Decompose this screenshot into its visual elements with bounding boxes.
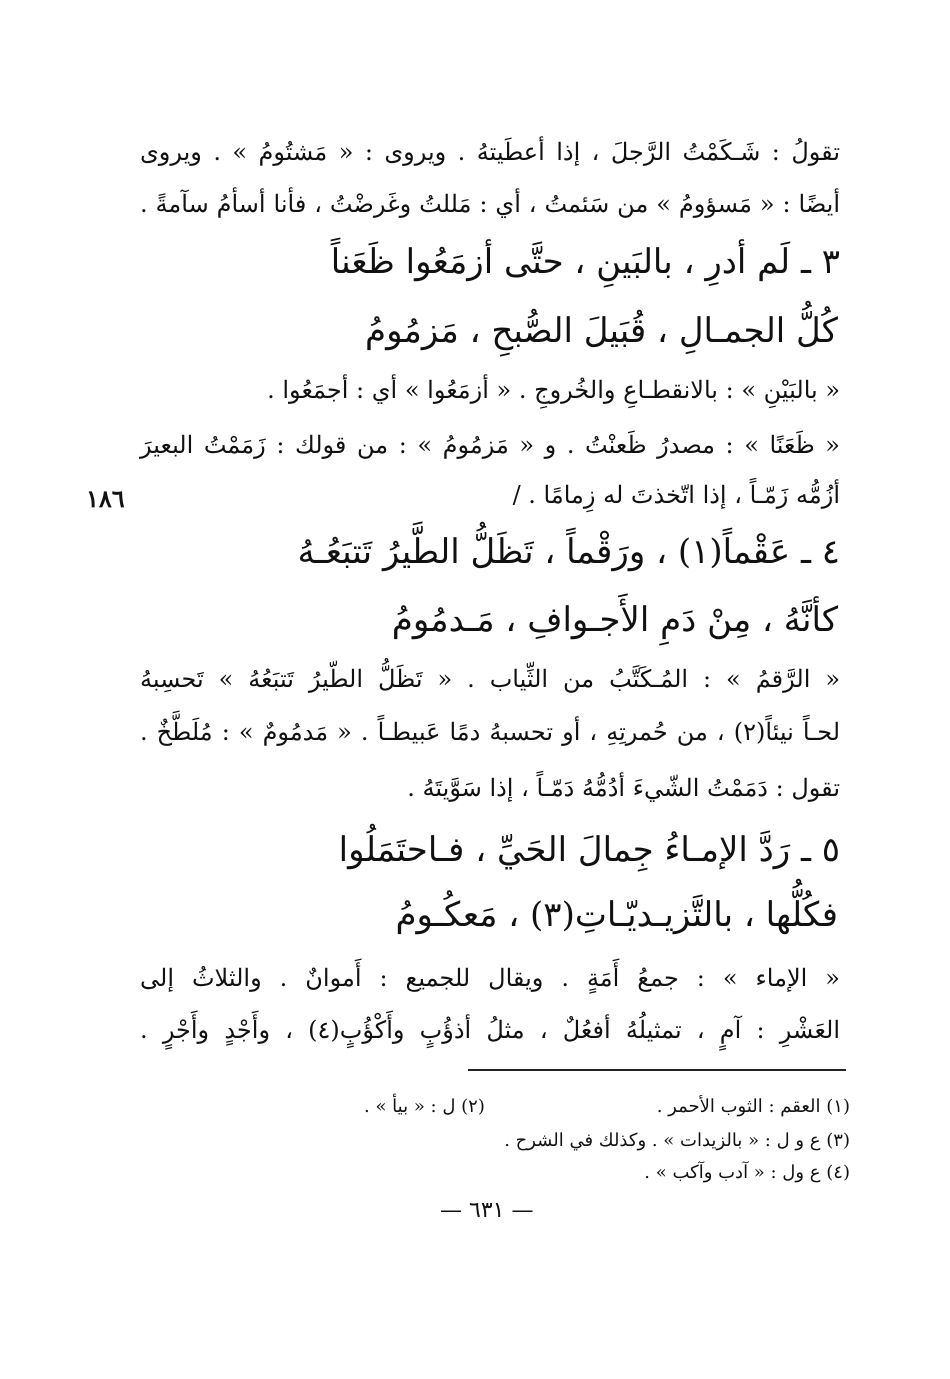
commentary-line: « بالبَيْنِ » : بالانقطـاعِ والخُروجِ . « أزمَعُوا » أي : أجمَعُوا . xyxy=(267,376,840,404)
commentary-line: أزُمُّه زَمّـاً ، إذا اتّخذتَ له زِمامًا . / xyxy=(512,481,840,509)
commentary-line: « الرَّقمُ » : المُـكَتَّبُ من الثِّياب . « تَظَلُّ الطّيرُ تَتبَعُهُ » تَحسِبهُ xyxy=(140,665,840,693)
verse-line: ٥ ـ رَدَّ الإمـاءُ جِمالَ الحَيِّ ، فـاحتَمَلُوا xyxy=(338,830,840,870)
page-number: — ٦٣١ — xyxy=(440,1198,534,1223)
verse-line: ٤ ـ عَقْماً(١) ، ورَقْماً ، تَظَلُّ الطَّيرُ تَتبَعُـهُ xyxy=(297,532,840,572)
footnote: (١) العقم : الثوب الأحمر . xyxy=(656,1096,850,1117)
footnote: (٢) ل : « بيأ » . xyxy=(364,1096,485,1117)
footnote-divider xyxy=(468,1069,846,1071)
verse-line: ٣ ـ لَم أدرِ ، بالبَينِ ، حتَّى أزمَعُوا ظَعَناً xyxy=(330,242,840,282)
commentary-line: « الإماء » : جمعُ أَمَةٍ . ويقال للجميع : أَموانٌ . والثلاثُ إلى xyxy=(140,964,840,992)
commentary-line: « ظَعَنًا » : مصدرُ ظَعنْتُ . و « مَزمُومُ » : من قولك : زَمَمْتُ البعيرَ xyxy=(140,431,840,459)
footnote: (٤) ع ول : « آدب وآكب » . xyxy=(644,1162,850,1183)
verse-line: كُلُّ الجمـالِ ، قُبَيلَ الصُّبحِ ، مَزمُومُ xyxy=(365,311,838,351)
verse-line: كأنَّهُ ، مِنْ دَمِ الأَجـوافِ ، مَـدمُومُ xyxy=(391,600,838,640)
commentary-line: أيضًا : « مَسؤومُ » من سَئمتُ ، أي : مَللتُ وغَرضْتُ ، فأنا أسأمُ سآمةً . xyxy=(140,190,840,218)
footnote: (٣) ع و ل : « بالزيدات » . وكذلك في الشرح . xyxy=(504,1130,850,1151)
commentary-line: لحـاً نيئاً(٢) ، من حُمرتِهِ ، أو تحسبهُ دمًا عَبيطـاً . « مَدمُومٌ » : مُلَطَّخٌ . xyxy=(140,718,841,746)
commentary-line: العَشْرِ : آمٍ ، تمثيلُهُ أفعُلٌ ، مثلُ أذؤُبٍ وأَكْؤُبٍ(٤) ، وأَجْدٍ وأَجْرٍ . xyxy=(140,1016,840,1044)
commentary-line: تقول : دَمَمْتُ الشّيءَ أدُمُّهُ دَمّـاً ، إذا سَوَّيتَهُ . xyxy=(407,774,840,802)
commentary-line: تقولُ : شَـكَمْتُ الرَّجلَ ، إذا أعطَيتهُ . ويروى : « مَشتُومُ » . ويروى xyxy=(140,138,840,166)
verse-line: فكُلُّها ، بالتَّزيـديّـاتِ(٣) ، مَعكُـومُ xyxy=(395,895,838,935)
margin-page-reference: ١٨٦ xyxy=(86,484,125,513)
